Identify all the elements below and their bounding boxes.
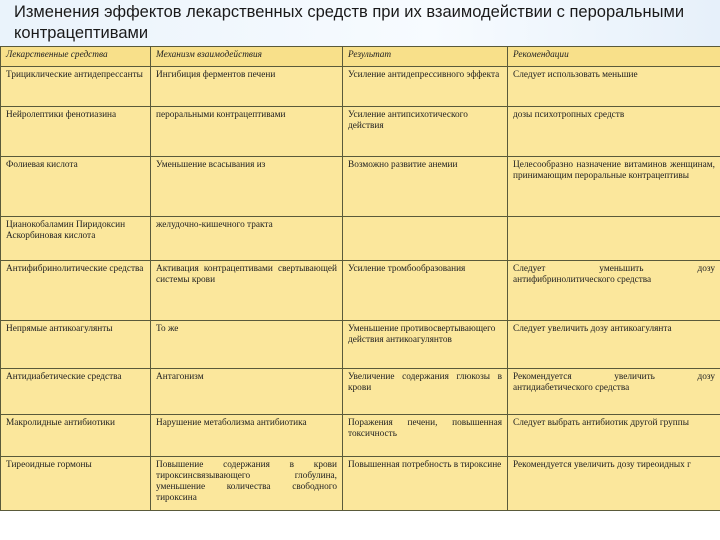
cell-result: Поражения печени, повышенная токсичность [343, 415, 508, 457]
interaction-table [0, 46, 720, 511]
cell-drug: Цианокобаламин Пиридоксин Аскорбиновая кислота [1, 217, 151, 261]
cell-result: Уменьшение противосвертывающего действия антикоагулянтов [343, 321, 508, 369]
cell-drug: Тиреоидные гормоны [1, 457, 151, 511]
cell-recommendation: Следует увеличить дозу антикоагулянта [508, 321, 720, 369]
cell-mechanism: Активация контрацептивами свертывающей системы крови [151, 261, 343, 321]
cell-result [343, 217, 508, 261]
table-row [1, 217, 720, 261]
cell-mechanism: Повышение содержания в крови тироксинсвязывающего глобулина, уменьшение количества свободного тироксина [151, 457, 343, 511]
cell-drug: Антифибринолитические средства [1, 261, 151, 321]
table-row [1, 457, 720, 511]
cell-mechanism: Антагонизм [151, 369, 343, 415]
cell-result: Усиление антипсихотического действия [343, 107, 508, 157]
interaction-table-container [0, 46, 720, 536]
header-mechanism: Механизм взаимодействия [151, 47, 343, 67]
table-row [1, 261, 720, 321]
cell-mechanism: То же [151, 321, 343, 369]
page-title: Изменения эффектов лекарственных средств при их взаимодействии с пероральными контрацептивами [14, 3, 685, 42]
cell-mechanism: желудочно-кишечного тракта [151, 217, 343, 261]
table-row [1, 67, 720, 107]
cell-drug: Нейролептики фенотиазина [1, 107, 151, 157]
cell-mechanism: Уменьшение всасывания из [151, 157, 343, 217]
cell-drug: Непрямые антикоагулянты [1, 321, 151, 369]
cell-recommendation: Следует уменьшить дозу антифибринолитического средства [508, 261, 720, 321]
table-row [1, 369, 720, 415]
cell-result: Повышенная потребность в тироксине [343, 457, 508, 511]
cell-mechanism: Ингибиция ферментов печени [151, 67, 343, 107]
table-row [1, 321, 720, 369]
cell-recommendation: Следует использовать меньшие [508, 67, 720, 107]
table-row [1, 107, 720, 157]
header-drugs: Лекарственные средства [1, 47, 151, 67]
cell-recommendation: Следует выбрать антибиотик другой группы [508, 415, 720, 457]
cell-result: Возможно развитие анемии [343, 157, 508, 217]
cell-mechanism: пероральными контрацептивами [151, 107, 343, 157]
cell-recommendation: дозы психотропных средств [508, 107, 720, 157]
cell-recommendation: Рекомендуется увеличить дозу антидиабетического средства [508, 369, 720, 415]
cell-mechanism: Нарушение метаболизма антибиотика [151, 415, 343, 457]
cell-drug: Фолиевая кислота [1, 157, 151, 217]
cell-recommendation [508, 217, 720, 261]
table-header-row [1, 47, 720, 67]
header-recommendations: Рекомендации [508, 47, 720, 67]
cell-drug: Антидиабетические средства [1, 369, 151, 415]
cell-drug: Трициклические антидепрессанты [1, 67, 151, 107]
cell-drug: Макролидные антибиотики [1, 415, 151, 457]
cell-result: Усиление антидепрессивного эффекта [343, 67, 508, 107]
table-row [1, 157, 720, 217]
cell-recommendation: Целесообразно назначение витаминов женщинам, принимающим пероральные контрацептивы [508, 157, 720, 217]
cell-recommendation: Рекомендуется увеличить дозу тиреоидных г [508, 457, 720, 511]
cell-result: Увеличение содержания глюкозы в крови [343, 369, 508, 415]
cell-result: Усиление тромбообразования [343, 261, 508, 321]
table-row [1, 415, 720, 457]
header-result: Результат [343, 47, 508, 67]
